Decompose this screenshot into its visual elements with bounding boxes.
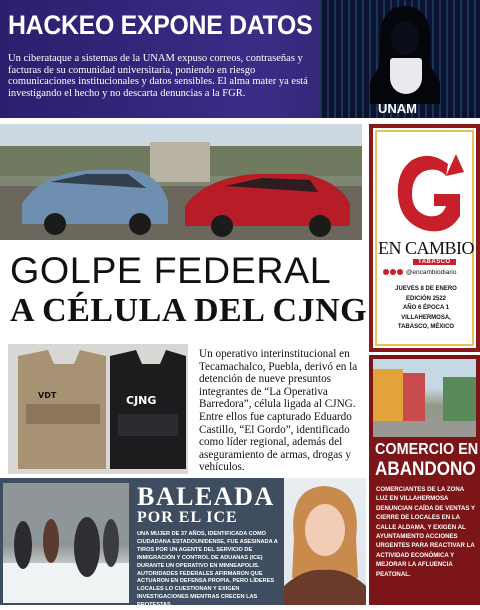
vests-photo (8, 344, 188, 474)
masthead-name: EN CAMBIO (377, 238, 474, 258)
unam-crest-icon (390, 58, 422, 94)
issue-edition: EDICIÓN 2522 (405, 295, 447, 302)
street-photo (373, 359, 476, 437)
issue-state: TABASCO, MÉXICO (397, 324, 455, 330)
issue-info (378, 285, 474, 333)
vests-illustration (8, 344, 188, 474)
comercio-title-line1: COMERCIO EN (375, 441, 479, 458)
comercio-story (369, 355, 480, 605)
main-story-text: Un operativo interinstitucional en Tecamachalco, Puebla, derivó en la detención de nueve presuntos integrantes de “La Operativa Barredora”, célula ligada al CJNG. Entre ellos fue capturado Eduardo Castillo, “El Gordo”, identificado como líder regional, además del aseguramiento de armas, drogas y vehículos. (199, 348, 358, 474)
issue-year-epoch: AÑO 6 ÉPOCA 1 (402, 305, 450, 311)
social-handle (383, 269, 457, 276)
unam-label: UNAM (378, 101, 417, 116)
masthead-region: TABASCO (413, 259, 456, 265)
vest-label-right: CJNG (126, 394, 157, 407)
cars-illustration (0, 124, 362, 240)
ice-story (0, 478, 366, 609)
facebook-icon (383, 269, 389, 275)
comercio-text: COMERCIANTES DE LA ZONA LUZ EN VILLAHERMOSA DENUNCIAN CAÍDA DE VENTAS Y CIERRE DE LOCALES EN LA CALLE ALDAMA, Y EXIGEN AL AYUNTAMIENTO ACCIONES URGENTES PARA REACTIVAR LA ACTIVIDAD ECONÓMICA Y MEJORAR LA AFLUENCIA PEATONAL. (376, 486, 475, 578)
banner-title: HACKEO EXPONE DATOS (8, 10, 313, 40)
social-handle-text: @encambiodiario (405, 269, 457, 276)
woman-illustration (284, 478, 366, 605)
masthead (369, 124, 480, 352)
x-icon (397, 269, 403, 275)
main-headline-line1: GOLPE FEDERAL (10, 250, 332, 291)
comercio-title-line2: ABANDONO (375, 459, 476, 480)
issue-city: VILLAHERMOSA, (401, 314, 451, 321)
ice-story-text: UNA MUJER DE 37 AÑOS, IDENTIFICADA COMO CIUDADANA ESTADOUNIDENSE, FUE ASESINADA A TIROS POR UN AGENTE DEL SERVICIO DE INMIGRACIÓN Y CONTROL DE ADUANAS (ICE) DURANTE UN OPERATIVO EN MINNEAPOLIS. AUTORIDADES FEDERALES AFIRMARON QUE ACTUARON EN DEFENSA PROPIA, PERO LÍDERES LOCALES LO CUESTIONAN Y EXIGEN INVESTIGACIONES MIENTRAS CRECEN LAS PROTESTAS. (137, 531, 278, 609)
top-banner (0, 0, 480, 118)
main-headline-line2: A CÉLULA DEL CJNG (10, 292, 368, 329)
banner-text: Un ciberataque a sistemas de la UNAM expuso correos, contraseñas y facturas de su comunidad universitaria, poniendo en riesgo comunicaciones institucionales y datos sensibles. El alma mater ya está investigando el hecho y no descarta denuncias a la FGR. (8, 53, 308, 99)
ice-title-line1: BALEADA (137, 482, 275, 511)
issue-date: JUEVES 8 DE ENERO (395, 286, 457, 292)
instagram-icon (390, 269, 396, 275)
ice-illustration (3, 483, 129, 603)
hacker-image (320, 0, 480, 118)
en-cambio-logo-icon (390, 146, 470, 238)
ice-photo (3, 483, 129, 603)
cars-photo (0, 124, 362, 240)
street-illustration (373, 359, 476, 437)
ice-title-line2: POR EL ICE (137, 509, 238, 526)
woman-portrait (284, 478, 366, 605)
vest-label-left: VDT (38, 391, 57, 400)
